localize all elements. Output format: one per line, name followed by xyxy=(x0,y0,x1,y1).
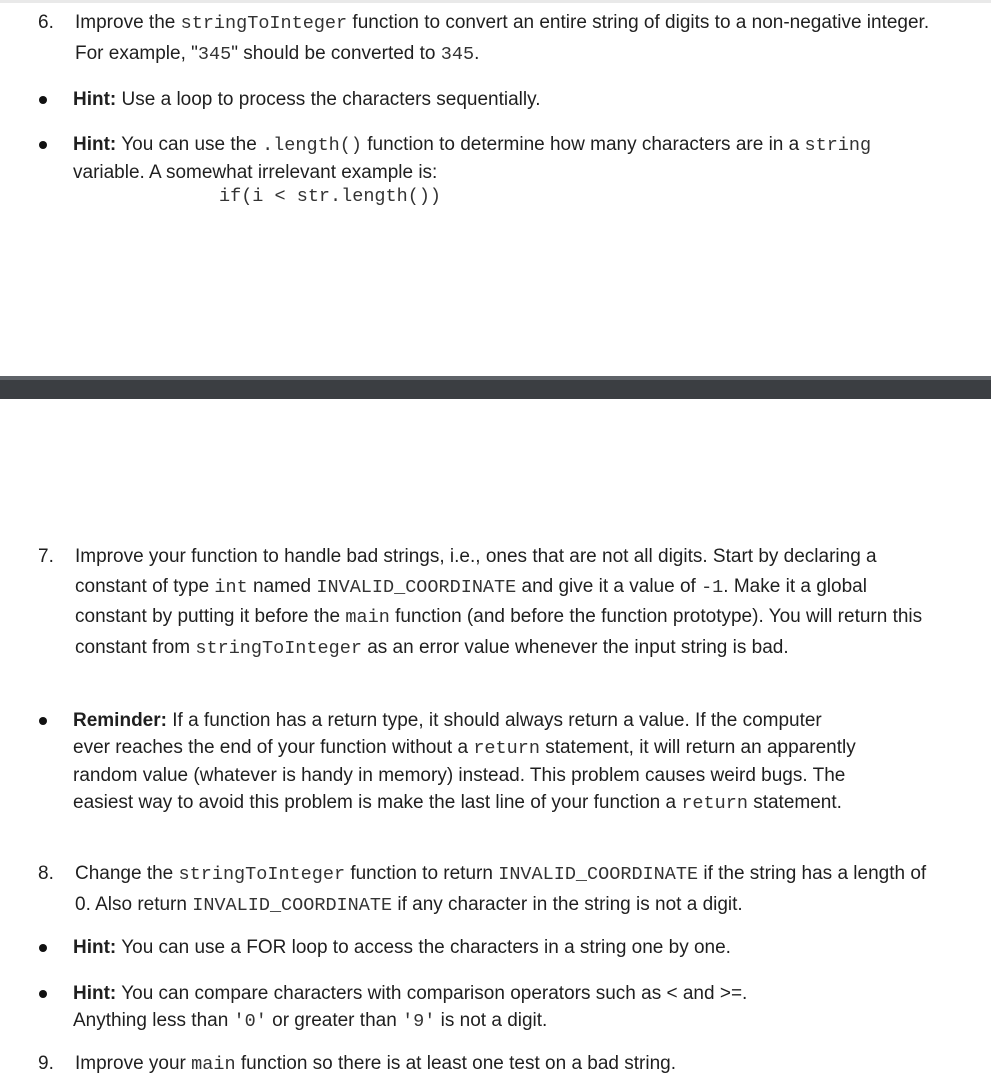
page-divider xyxy=(0,376,991,399)
bullet-icon xyxy=(39,96,47,104)
item-7: 7. Improve your function to handle bad strings, i.e., ones that are not all digits. Start by declaring a constant of type int named INVALID_COORDINATE and give it a value of -1. Make it a global constant by putting it before the main function (and before the function prototype). You will return this constant from stringToInteger as an error value whenever the input string is bad. xyxy=(75,542,943,663)
item-7-reminder: Reminder: If a function has a return type, it should always return a value. If the computer ever reaches the end of your function without a return statement, it will return an apparently random value (whatever is handy in memory) instead. This problem causes weird bugs. The easiest way to avoid this problem is make the last line of your function a return statement. xyxy=(73,707,863,817)
item-6-hint-2: Hint: You can use the .length() function to determine how many characters are in a string variable. A somewhat irrelevant example is: xyxy=(73,131,873,186)
item-6-hint-1: Hint: Use a loop to process the characters sequentially. xyxy=(73,86,903,113)
item-9: 9. Improve your main function so there is at least one test on a bad string. xyxy=(75,1049,955,1080)
code-example: if(i < str.length()) xyxy=(219,186,442,207)
item-8-hint-1: Hint: You can use a FOR loop to access the characters in a string one by one. xyxy=(73,934,903,961)
bullet-icon xyxy=(39,990,47,998)
bullet-icon xyxy=(39,717,47,725)
item-8: 8. Change the stringToInteger function to return INVALID_COORDINATE if the string has a length of 0. Also return INVALID_COORDINATE if any character in the string is not a digit. xyxy=(75,859,943,920)
item-number: 9. xyxy=(38,1053,54,1074)
item-6: 6. Improve the stringToInteger function to convert an entire string of digits to a non-negative integer. For example, "345" should be converted to 345. xyxy=(75,8,955,69)
bullet-icon xyxy=(39,141,47,149)
item-number: 8. xyxy=(38,863,54,884)
bullet-icon xyxy=(39,944,47,952)
item-number: 6. xyxy=(38,12,54,33)
page-top-edge xyxy=(0,0,991,3)
item-number: 7. xyxy=(38,546,54,567)
item-8-hint-2: Hint: You can compare characters with comparison operators such as < and >=. Anything less than '0' or greater than '9' is not a digit. xyxy=(73,980,803,1035)
